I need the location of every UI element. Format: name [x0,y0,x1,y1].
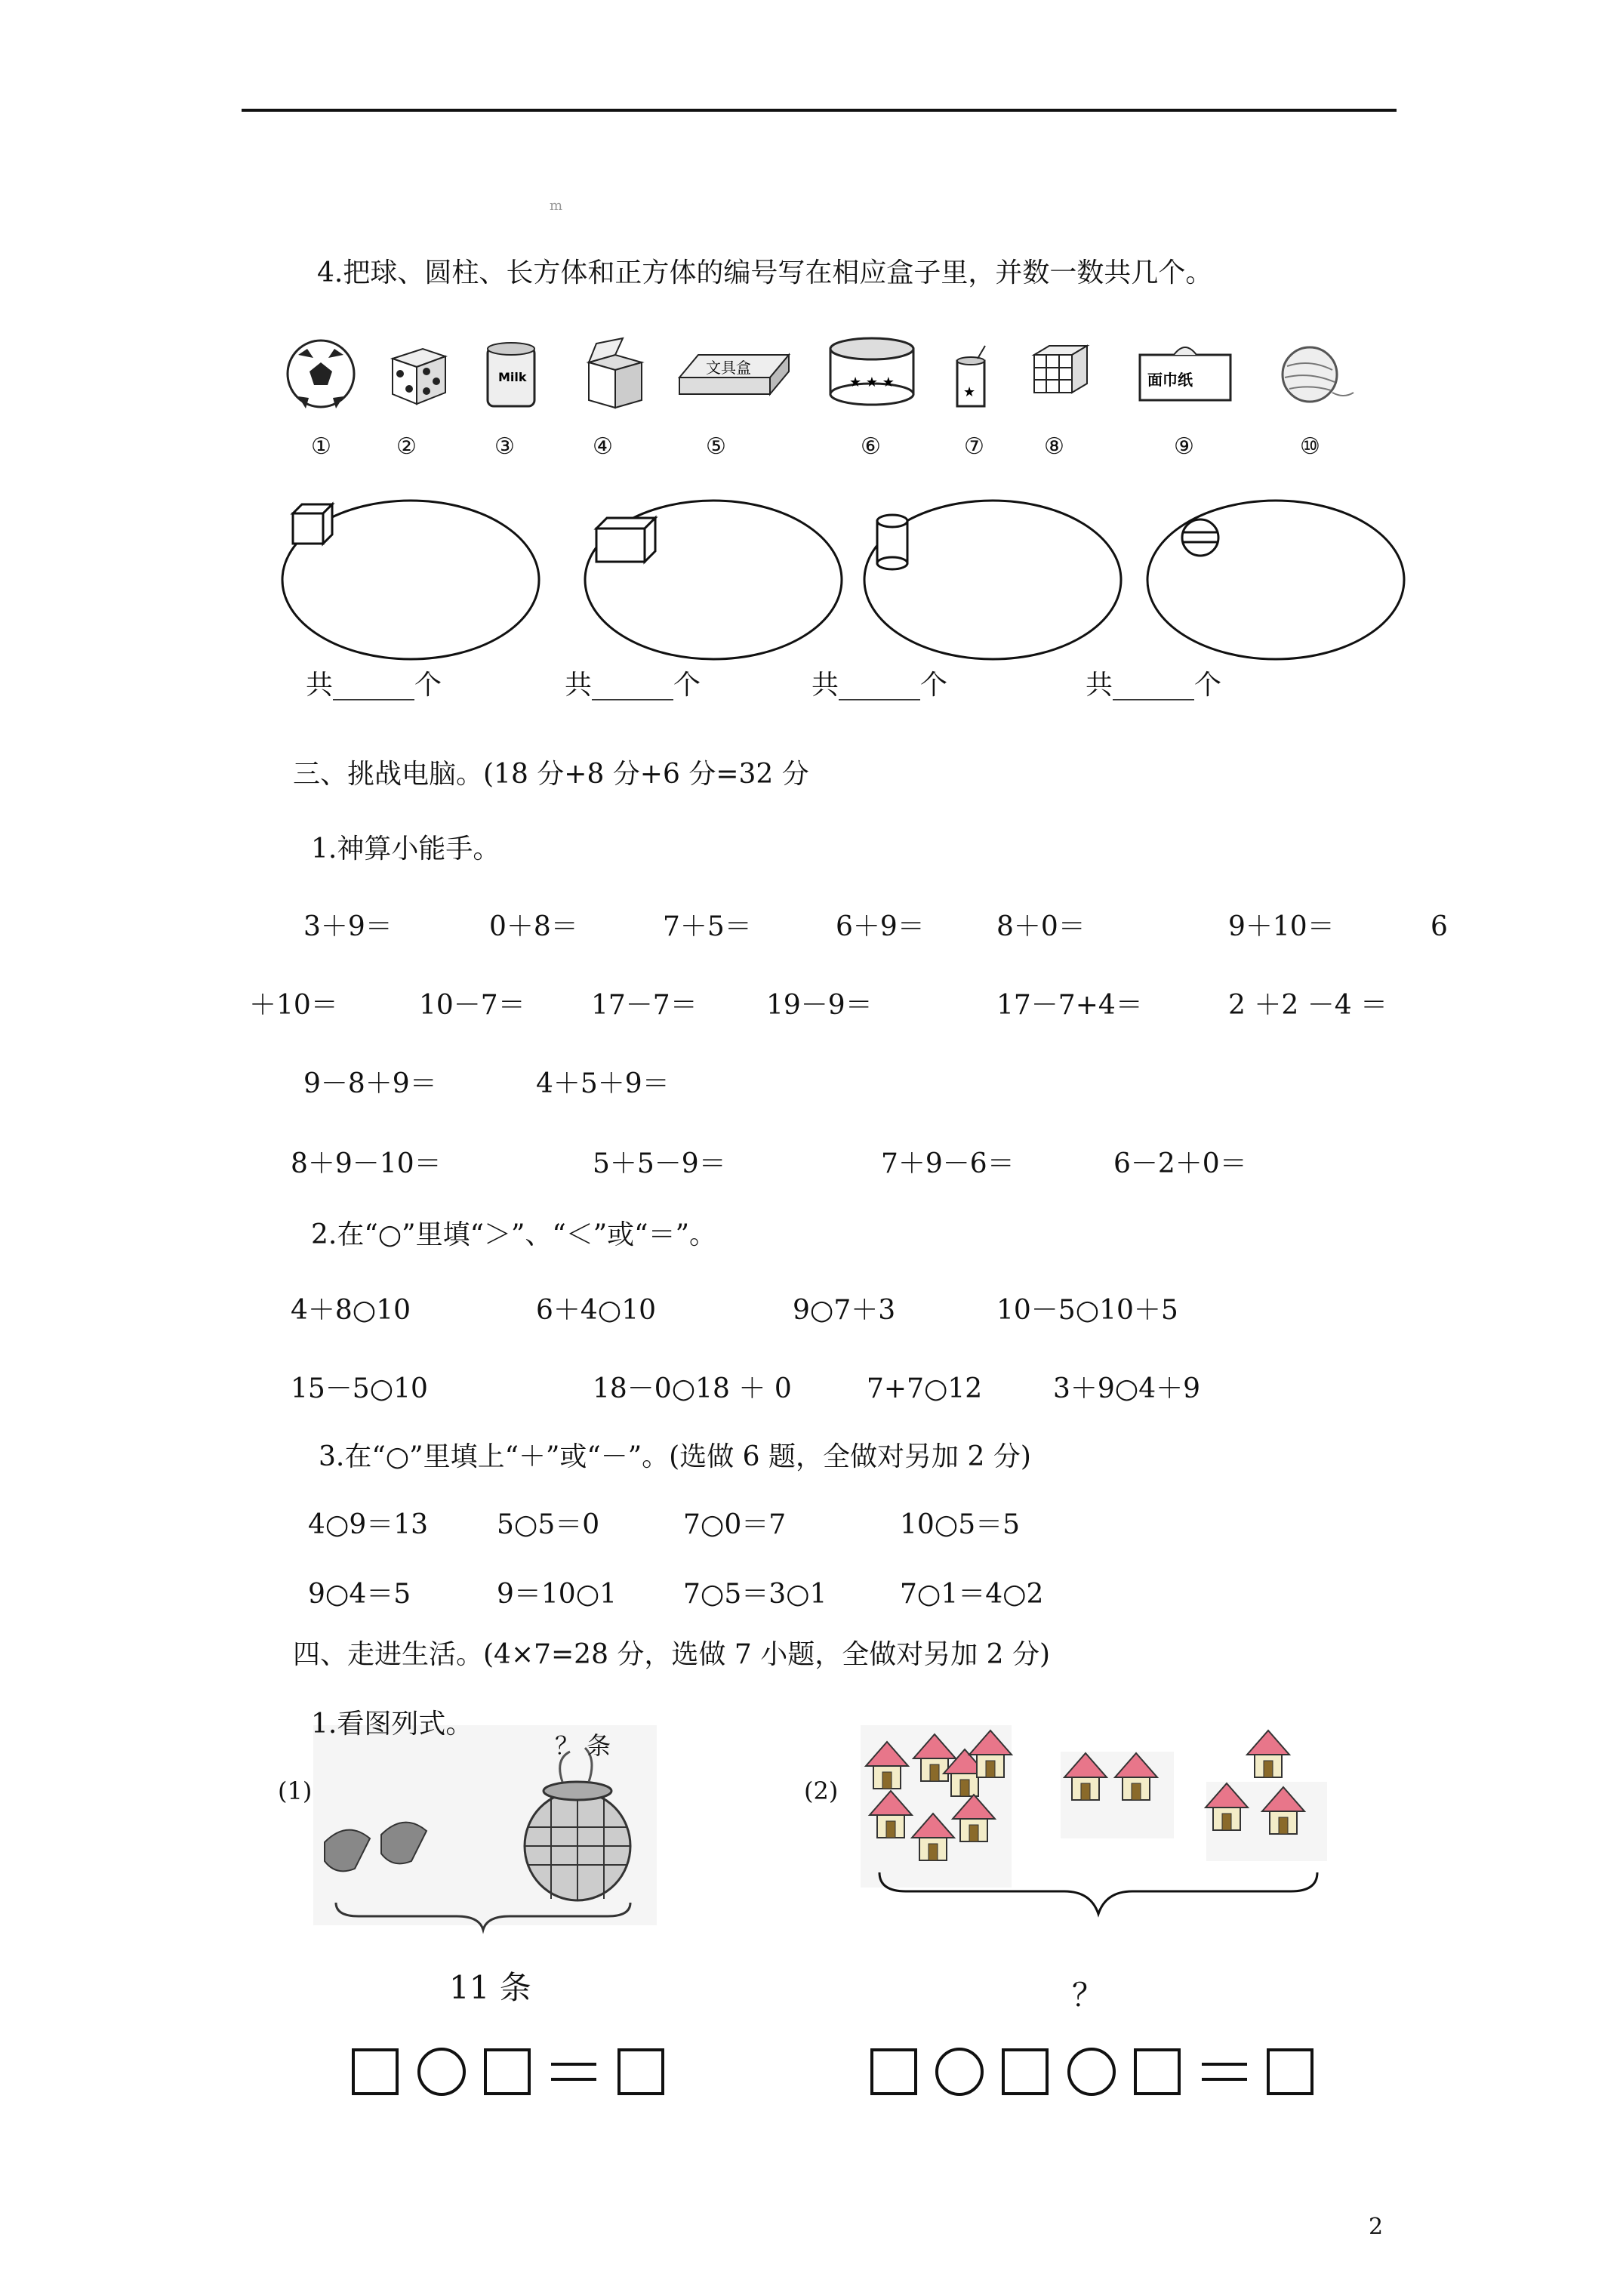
tissue-box-icon [1140,347,1230,400]
cylinder-icon [877,515,907,569]
object-label-5: ⑤ [706,433,726,460]
yarn-ball-icon [1283,347,1354,402]
compare-item: 9○7＋3 [793,1295,896,1326]
object-label-10: ⑩ [1300,433,1320,460]
sign-item: 10○5＝5 [900,1509,1021,1540]
object-label-2: ② [396,433,417,460]
picture-1-label: (1) [278,1777,313,1805]
sign-item: 4○9＝13 [308,1509,429,1540]
calc-item: 7＋9－6＝ [881,1148,1015,1179]
rubik-cube-icon [1034,346,1087,393]
sign-item: 7○1＝4○2 [900,1579,1044,1610]
object-label-9: ⑨ [1174,433,1194,460]
sphere-icon [1182,519,1218,556]
calc-item: ＋10＝ [249,990,338,1021]
compare-item: 10－5○10＋5 [996,1295,1178,1326]
milk-can-icon [488,343,534,406]
pencil-box-icon [679,355,789,394]
box-oval-2 [585,501,842,659]
calc-item: 9＋10＝ [1228,911,1335,942]
svg-text:★: ★ [963,384,976,400]
picture-1-question: ？ 条 [555,1731,611,1760]
dice-icon [393,349,445,404]
q4-title: 4.把球、圆柱、长方体和正方体的编号写在相应盒子里，并数一数共几个。 [317,257,1213,288]
picture-2-label: (2) [804,1777,839,1805]
calc-item: 0＋8＝ [489,911,578,942]
svg-text:Milk: Milk [498,370,527,384]
object-label-3: ③ [494,433,515,460]
count-1: 共______个 [306,670,442,701]
calc-item: 9－8＋9＝ [303,1068,437,1099]
calc-item: 19－9＝ [766,990,873,1021]
picture-2-question: ？ [1072,1977,1104,2014]
houses-picture [861,1725,1327,1914]
calc-item: 6 [1431,911,1448,942]
calc-item: 5＋5－9＝ [593,1148,726,1179]
calc-item: 6＋9＝ [836,911,925,942]
calc-item: 7＋5＝ [663,911,752,942]
calc-item: 2 ＋2 －4 ＝ [1228,990,1388,1021]
s3-q2-title: 2.在“○”里填“＞”、“＜”或“＝”。 [311,1219,716,1250]
calc-item: 4＋5＋9＝ [536,1068,670,1099]
compare-item: 3＋9○4＋9 [1053,1373,1201,1404]
page-number: 2 [1369,2214,1384,2240]
answer-shapes-2 [872,2049,1312,2094]
calc-item: 17－7+4＝ [996,990,1143,1021]
cuboid-icon [596,518,655,562]
sign-item: 7○0＝7 [683,1509,787,1540]
compare-item: 6＋4○10 [536,1295,657,1326]
calc-item: 8＋9－10＝ [291,1148,442,1179]
count-3: 共______个 [812,670,948,701]
cylinder-tin-icon [830,338,913,405]
small-can-icon [957,346,985,406]
object-label-8: ⑧ [1044,433,1064,460]
compare-item: 4＋8○10 [291,1295,411,1326]
soccer-ball-icon [288,341,354,408]
sign-item: 7○5＝3○1 [683,1579,827,1610]
object-label-1: ① [311,433,331,460]
s4-q1-title: 1.看图列式。 [311,1709,473,1740]
box-oval-3 [864,501,1121,659]
calc-item: 17－7＝ [591,990,698,1021]
calc-item: 3＋9＝ [303,911,393,942]
count-4: 共______个 [1086,670,1222,701]
calc-item: 6－2＋0＝ [1113,1148,1247,1179]
calc-item: 8＋0＝ [996,911,1086,942]
header-mark: m [550,198,563,214]
sign-item: 9○4＝5 [308,1579,411,1610]
count-2: 共______个 [565,670,701,701]
object-label-4: ④ [593,433,613,460]
compare-item: 15－5○10 [291,1373,428,1404]
s3-q3-title: 3.在“○”里填上“＋”或“－”。(选做 6 题，全做对另加 2 分) [319,1441,1031,1472]
picture-1-total: 11 条 [449,1969,531,2006]
object-label-7: ⑦ [964,433,984,460]
sign-item: 5○5＝0 [497,1509,600,1540]
house-icon [1247,1730,1289,1777]
object-label-6: ⑥ [861,433,881,460]
answer-shapes-1 [353,2049,663,2094]
section3-title: 三、挑战电脑。(18 分+8 分+6 分=32 分 [293,759,809,790]
calc-item: 10－7＝ [419,990,525,1021]
cube-icon [293,504,332,544]
compare-item: 7+7○12 [867,1373,983,1404]
svg-text:面巾纸: 面巾纸 [1147,371,1193,389]
sign-item: 9＝10○1 [497,1579,617,1610]
box-oval-1 [282,501,539,659]
compare-item: 18－0○18 ＋ 0 [593,1373,792,1404]
box-oval-4 [1147,501,1404,659]
carton-box-icon [589,338,642,408]
svg-text:★ ★ ★: ★ ★ ★ [849,374,895,390]
s3-q1-title: 1.神算小能手。 [311,834,500,864]
svg-text:文具盒: 文具盒 [706,359,751,377]
section4-title: 四、走进生活。(4×7=28 分，选做 7 小题，全做对另加 2 分) [293,1639,1051,1670]
